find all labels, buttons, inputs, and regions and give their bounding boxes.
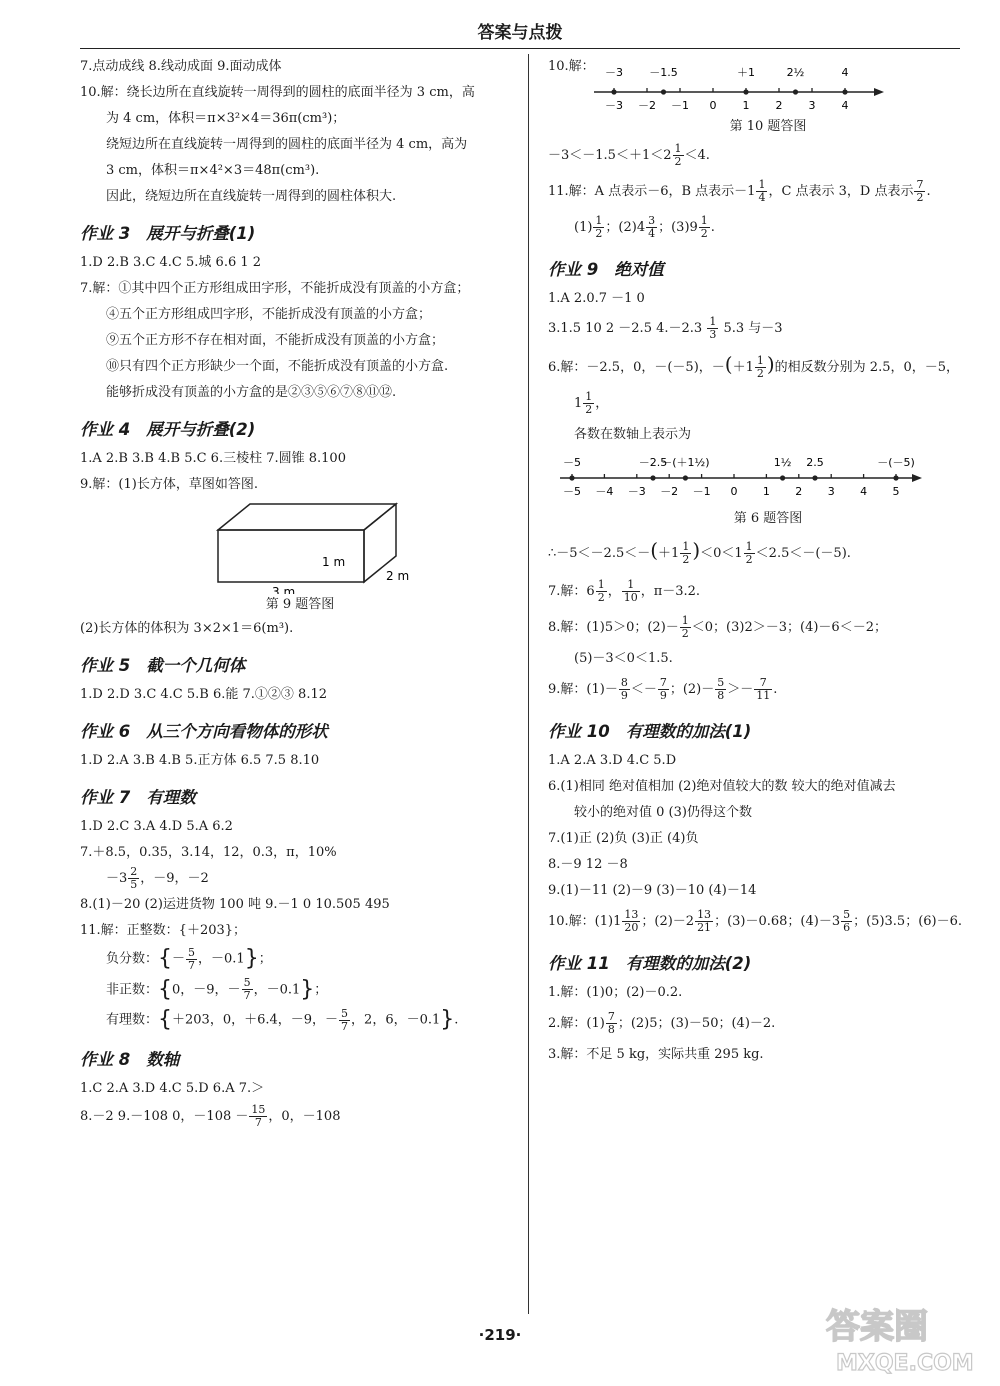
tick-label: －3 [605,99,623,112]
hw2-line: 7.点动成线 8.线动成面 9.面动成体 [80,59,282,74]
hw7-line: 7.＋8.5，0.35，3.14，12，0.3，π，10% [80,845,337,860]
tick-label: －1 [692,485,711,498]
hw10-line: 1.A 2.A 3.D 4.C 5.D [548,753,677,768]
denominator: 2 [597,591,605,604]
hw4-line: 9.解：(1)长方体，草图如答图. [80,477,258,492]
denominator: 2 [756,367,764,380]
denominator: 2 [745,553,753,566]
numerator: 7 [659,676,667,689]
text: ＞－ [727,682,754,697]
denominator: 2 [674,155,682,168]
text: ＋1 [658,546,680,561]
denominator: 4 [758,191,766,204]
numerator: 7 [916,178,924,191]
text: 11.解：A 点表示－6，B 点表示－1 [548,184,756,199]
text: ∴－5＜－2.5＜－ [548,546,651,561]
point-label: 4 [841,66,849,79]
open-brace: { [158,976,173,1002]
hw3-number: 作业 3 [80,224,131,243]
hw7-line [80,866,520,892]
point-dot [661,89,666,94]
text: － [172,951,186,967]
open-brace: { [158,946,173,971]
numerator: 1 [674,142,682,155]
denominator: 8 [607,1023,615,1036]
point-label: －1.5 [649,66,678,79]
hw2-q10-line: 为 4 cm，体积＝π×3²×4＝36π(cm³)； [106,111,346,126]
hw7-title: 有理数 [146,788,196,807]
denominator: 6 [843,921,851,934]
denominator: 7 [341,1019,349,1033]
hw9-line [548,312,988,346]
hw4-title: 展开与折叠(2) [146,420,256,439]
fraction [596,579,607,604]
fraction [673,143,684,168]
denominator: 21 [697,921,712,934]
number-line-q6 [548,448,988,508]
denominator: 7 [188,958,196,972]
figure-caption: 第 6 题答图 [733,511,803,526]
hw4-line: 1.A 2.B 3.B 4.B 5.C 6.三棱柱 7.圆锥 8.100 [80,451,346,466]
section-heading-hw9 [548,256,988,280]
fraction [680,615,691,640]
numerator: 1 [682,540,690,553]
denominator: 2 [595,227,603,240]
text: －3 [106,871,128,886]
hw5-line: 1.D 2.D 3.C 4.C 5.B 6.能 7.①②③ 8.12 [80,687,327,702]
section-heading-hw4 [80,416,520,440]
text: ；(5)3.5；(6)－6. [853,914,963,929]
cuboid-diagram [80,498,520,594]
numerator: 1 [745,540,753,553]
numerator: 8 [620,676,628,689]
set-label: 有理数： [106,1012,159,1028]
hw3-line: ⑨五个正方形不存在相对面，不能折成没有顶盖的小方盒； [106,333,445,348]
section-heading-hw10 [548,718,988,742]
numerator: 1 [622,579,640,592]
text: ＜0＜1 [700,546,743,561]
section-heading-hw6 [80,718,520,742]
text: . [454,1012,459,1028]
right-column [548,54,988,1068]
numerator: 5 [188,945,196,959]
text: 9.解：(1)－ [548,682,618,697]
hw8-number: 作业 8 [80,1049,131,1069]
hw11-title: 有理数的加法(2) [625,954,752,973]
fraction [699,215,710,240]
hw6-title: 从三个方向看物体的形状 [146,722,328,741]
number-line-ticks [563,456,915,498]
text: 8.－2 9.－108 0，－108 － [80,1108,249,1124]
text: ＋1 [732,360,754,375]
tick-label: 5 [892,485,900,498]
text: ，2，6，－0.1 [351,1012,441,1028]
tick-label: －4 [595,485,614,498]
point-label: －3 [605,66,623,79]
text: 5.3 与－3 [723,321,783,336]
point-label: ＋1 [737,66,755,79]
figure-caption: 第 9 题答图 [265,597,335,612]
text: 3.1.5 10 2 －2.5 4.－2.3 [548,321,703,336]
fraction [744,541,755,566]
cuboid-height-label: 1 m [322,555,346,569]
q11-line [548,210,988,246]
hw11-line: 3.解：不足 5 kg，实际共重 295 kg. [548,1047,764,1062]
text: ， [607,584,621,599]
denominator: 2 [916,191,924,204]
section-heading-hw7 [80,784,520,808]
fraction [606,1011,617,1036]
hw10-line: 9.(1)－11 (2)－9 (3)－10 (4)－14 [548,883,757,898]
denominator: 4 [648,227,656,240]
numerator: 5 [717,676,725,689]
numerator: 1 [700,214,708,227]
numerator: 5 [341,1006,349,1020]
left-column [80,54,520,1132]
hw9-line: (5)－3＜0＜1.5. [574,651,673,666]
hw9-line [548,530,988,574]
fraction [695,909,713,934]
text: . [773,682,778,697]
hw6-number: 作业 6 [80,722,131,741]
text: ＋203，0，＋6.4，－9，－ [172,1012,339,1028]
hw6-line: 1.D 2.A 3.B 4.B 5.正方体 6.5 7.5 8.10 [80,753,320,768]
point-label: －(＋1½) [661,456,710,469]
denominator: 10 [623,591,638,604]
tick-label: 3 [808,99,816,112]
hw10-line: 7.(1)正 (2)负 (3)正 (4)负 [548,831,699,846]
q6-number-line-figure [548,448,988,508]
text: ， [595,396,609,411]
text: 10.解：(1)1 [548,914,622,929]
text: ；(3)9 [658,220,698,235]
hw8-line: 1.C 2.A 3.D 4.C 5.D 6.A 7.＞ [80,1080,265,1096]
section-heading-hw8 [80,1046,520,1070]
close-brace: } [300,976,315,1002]
point-label: －2.5 [638,456,668,469]
close-brace: } [440,1007,455,1032]
tick-label: 2 [775,99,783,112]
text: ； [258,951,272,967]
fraction [622,909,640,934]
numerator: 15 [251,1102,266,1116]
fraction [756,179,767,204]
hw3-line: 能够折成没有顶盖的小方盒的是②③⑤⑥⑦⑧⑪⑫. [106,385,397,400]
text: ，π－3.2. [640,584,701,599]
section-heading-hw5 [80,652,520,676]
numerator: 1 [709,315,717,328]
hw7-nonpositive [80,975,520,1006]
hw9-line [548,386,988,422]
denominator: 11 [756,689,771,702]
text: ＜－ [630,682,657,697]
hw9-line [548,672,988,708]
section-heading-hw11 [548,950,988,974]
tick-label: －3 [627,485,646,498]
hw2-q10-line: 10.解：绕长边所在直线旋转一周得到的圆柱的底面半径为 3 cm，高 [80,85,475,100]
point-dot [780,475,785,480]
fraction [593,215,604,240]
text: ，0，－108 [268,1108,341,1124]
number-line-ticks [605,66,849,112]
hw9-line [548,346,988,386]
denominator: 2 [585,403,593,416]
number-line-q10 [548,54,988,116]
denominator: 5 [130,878,138,891]
hw7-negative-fractions [80,944,520,975]
point-label: 1½ [773,456,792,469]
numerator: 1 [597,578,605,591]
tick-label: 0 [709,99,717,112]
numerator: 1 [758,178,766,191]
paren: ( [650,538,659,562]
watermark-site-text: MXQE.COM [836,1351,974,1376]
hw10-line: 8.－9 12 －8 [548,857,628,872]
hw4-number: 作业 4 [80,420,131,439]
denominator: 3 [709,328,717,341]
hw11-line: 1.解：(1)0；(2)－0.2. [548,985,683,1000]
denominator: 7 [243,989,251,1002]
numerator: 13 [697,908,712,921]
tick-label: 0 [730,485,738,498]
text: ，－0.1 [198,951,245,967]
text: ；(3)－0.68；(4)－3 [714,914,841,929]
tick-label: 1 [762,485,770,498]
hw7-line: 8.(1)－20 (2)运进货物 100 吨 9.－1 0 10.505 495 [80,897,390,912]
fraction [841,909,852,934]
hw7-number: 作业 7 [80,788,131,807]
point-label: 2½ [786,66,805,79]
q10-order [548,138,988,174]
numerator: 5 [843,908,851,921]
text: ；(2)－ [669,682,715,697]
set-label: 负分数： [106,951,159,967]
figure-caption: 第 10 题答图 [729,119,807,134]
text: (1) [574,220,593,235]
cuboid-figure [80,498,520,594]
tick-label: 3 [827,485,835,498]
hw3-title: 展开与折叠(1) [146,224,256,243]
hw10-title: 有理数的加法(1) [625,722,752,741]
text: 6.解：－2.5，0，－(－5)，－ [548,360,725,375]
text: ，C 点表示 3，D 点表示 [768,184,914,199]
section-heading-hw3 [80,220,520,244]
fraction [583,391,594,416]
denominator: 7 [254,1115,262,1129]
numerator: 1 [681,614,689,627]
hw7-rationals [80,1005,520,1036]
point-label: －5 [563,456,581,469]
hw9-line: 各数在数轴上表示为 [574,427,692,442]
numerator: 7 [754,677,772,690]
numerator: 5 [243,976,251,989]
hw9-number: 作业 9 [548,260,599,279]
hw9-line [548,574,988,610]
tick-label: －2 [638,99,656,112]
fraction [622,579,640,604]
q10-number-line-figure [548,54,988,116]
fraction [128,866,139,891]
fraction [715,677,726,702]
point-dot [683,475,688,480]
q10-label: 10.解： [548,59,595,74]
hw10-number: 作业 10 [548,722,610,741]
denominator: 20 [624,921,639,934]
hw3-line: ⑩只有四个正方形缺少一个面，不能折成没有顶盖的小方盒. [106,359,449,374]
point-dot [569,475,574,480]
q11-line [548,174,988,210]
page-header [80,18,960,49]
fraction [249,1104,267,1129]
hw10-line: 6.(1)相同 绝对值相加 (2)绝对值较大的数 较大的绝对值减去 [548,779,896,794]
fraction [658,677,669,702]
numerator: 1 [595,214,603,227]
tick-label: 4 [841,99,849,112]
hw3-line: ④五个正方形组成凹字形，不能折成没有顶盖的小方盒； [106,307,432,322]
tick-label: 1 [742,99,750,112]
point-dot [793,89,798,94]
hw8-line [80,1102,520,1132]
text: ＜4. [684,148,710,163]
hw2-q10-line: 绕短边所在直线旋转一周得到的圆柱的底面半径为 4 cm，高为 [106,137,468,152]
fraction [339,1008,350,1033]
tick-label: 4 [860,485,868,498]
text: 1 [574,396,583,411]
text: . [710,220,715,235]
point-dot [611,89,616,94]
tick-label: －2 [660,485,679,498]
hw5-number: 作业 5 [80,656,131,675]
numerator: 7 [607,1010,615,1023]
text: ，－9，－2 [140,871,209,886]
hw9-line: 1.A 2.0.7 －1 0 [548,291,645,306]
hw4-line: (2)长方体的体积为 3×2×1＝6(m³). [80,621,294,636]
close-brace: } [244,946,259,971]
text: 2.解：(1) [548,1016,605,1031]
cuboid-depth-label: 2 m [386,569,410,583]
denominator: 9 [620,689,628,702]
watermark-logo-text: 答案圈 [826,1307,928,1347]
fraction [242,977,253,1002]
hw3-line: 7.解：①其中四个正方形组成田字形，不能折成没有顶盖的小方盒； [80,281,470,296]
paren: ) [766,352,775,376]
text: 7.解：6 [548,584,595,599]
text: 0，－9，－ [172,982,241,997]
numerator: 2 [130,865,138,878]
numerator: 3 [648,214,656,227]
text: ；(2)5；(3)－50；(4)－2. [617,1016,776,1031]
column-divider [528,54,529,1314]
text: －3＜－1.5＜＋1＜2 [548,148,672,163]
set-label: 非正数： [106,982,159,997]
denominator: 2 [681,627,689,640]
denominator: 8 [717,689,725,702]
paren: ( [724,352,733,376]
fraction [754,677,772,702]
hw9-title: 绝对值 [614,260,664,279]
header-title: 答案与点拨 [477,23,563,43]
open-brace: { [158,1007,173,1032]
fraction [646,215,657,240]
fraction [914,179,925,204]
numerator: 1 [756,354,764,367]
hw7-line: 11.解：正整数：{＋203}； [80,923,247,938]
paren: ) [692,538,701,562]
point-dot [893,475,898,480]
tick-label: －1 [671,99,689,112]
hw9-line [548,610,988,646]
denominator: 9 [659,689,667,702]
text: 的相反数分别为 2.5，0，－5， [774,360,960,375]
hw5-title: 截一个几何体 [146,656,246,675]
numerator: 1 [585,390,593,403]
text: ＜0；(3)2＞－3；(4)－6＜－2； [691,620,887,635]
watermark-logo [806,1296,986,1376]
numerator: 13 [624,908,639,921]
hw10-line: 较小的绝对值 0 (3)仍得这个数 [574,805,752,820]
text: 8.解：(1)5＞0；(2)－ [548,620,679,635]
hw8-title: 数轴 [146,1049,180,1069]
text: ＜2.5＜－(－5). [755,546,851,561]
hw11-number: 作业 11 [548,954,610,973]
text: ；(2)4 [605,220,646,235]
hw2-q10-line: 3 cm，体积＝π×4²×3＝48π(cm³). [106,163,320,178]
tick-label: －5 [563,485,581,498]
hw2-q10-line: 因此，绕短边所在直线旋转一周得到的圆柱体积大. [106,189,397,204]
hw10-line [548,904,988,940]
fraction [707,316,718,341]
denominator: 2 [682,553,690,566]
point-label: －(－5) [877,456,915,469]
fraction [619,677,630,702]
hw3-line: 1.D 2.B 3.C 4.C 5.城 6.6 1 2 [80,255,262,270]
text: . [926,184,931,199]
page-number: ·219· [478,1326,522,1344]
fraction [755,355,766,380]
fraction [680,541,691,566]
fraction [186,947,197,972]
cuboid-width-label: 3 m [272,585,296,594]
text: ；(2)－2 [641,914,695,929]
text: ，－0.1 [253,982,301,997]
point-dot [812,475,817,480]
hw7-line: 1.D 2.C 3.A 4.D 5.A 6.2 [80,819,233,834]
tick-label: 2 [795,485,803,498]
point-dot [650,475,655,480]
text: ； [314,982,328,997]
denominator: 2 [700,227,708,240]
point-dot [842,89,847,94]
point-label: 2.5 [806,456,824,469]
point-dot [743,89,748,94]
hw11-line [548,1006,988,1042]
